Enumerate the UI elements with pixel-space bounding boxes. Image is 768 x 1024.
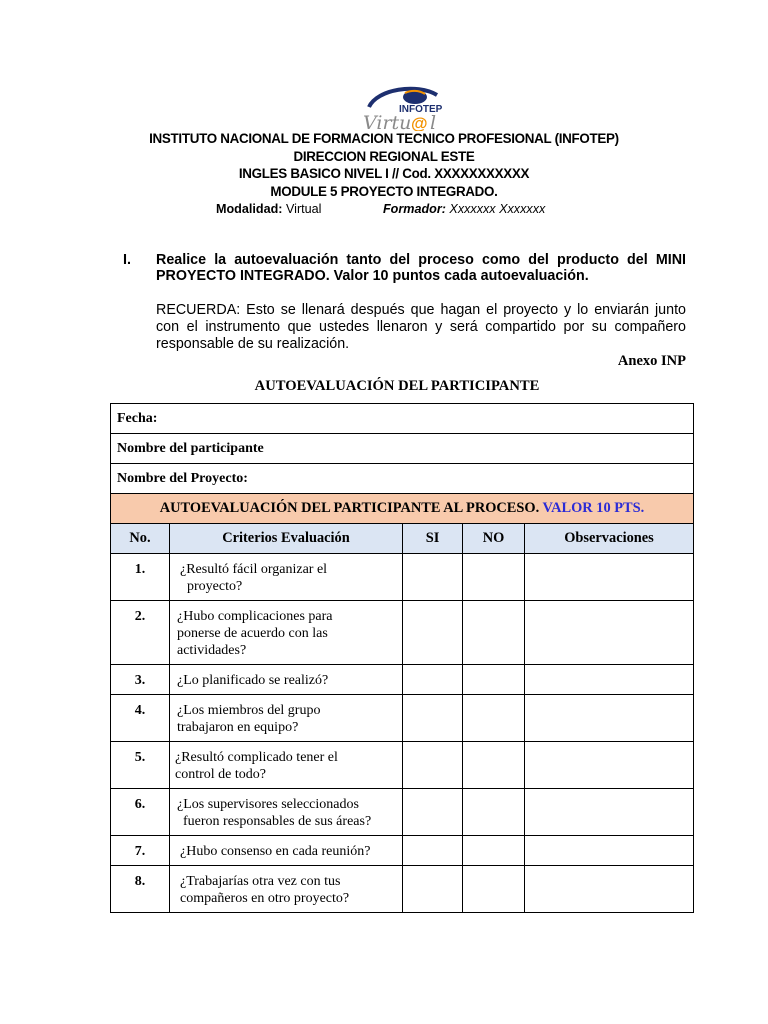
- criterion-line: ¿Los supervisores seleccionados: [177, 797, 359, 812]
- row-number: 2.: [111, 601, 170, 665]
- row-number: 3.: [111, 665, 170, 695]
- col-no: No.: [111, 524, 170, 554]
- process-band: [111, 494, 694, 524]
- no-cell[interactable]: [463, 665, 525, 695]
- criterion-line: fueron responsables de sus áreas?: [183, 814, 372, 829]
- row-number: 5.: [111, 742, 170, 789]
- table-row: [111, 789, 694, 836]
- section-instruction: Realice la autoevaluación tanto del proceso como del producto del MINI PROYECTO INTEGRADO. Valor 10 puntos cada autoevaluación.: [156, 252, 686, 284]
- criterion-text: [170, 866, 403, 913]
- no-cell[interactable]: [463, 742, 525, 789]
- row-number: 8.: [111, 866, 170, 913]
- criterion-line: compañeros en otro proyecto?: [180, 891, 350, 906]
- no-cell[interactable]: [463, 695, 525, 742]
- si-cell[interactable]: [403, 866, 463, 913]
- table-row: [111, 836, 694, 866]
- observaciones-cell[interactable]: [525, 789, 694, 836]
- criterion-line: actividades?: [177, 643, 247, 658]
- col-criterios: Criterios Evaluación: [170, 524, 403, 554]
- row-number: 6.: [111, 789, 170, 836]
- table-row: [111, 742, 694, 789]
- section-number: I.: [123, 252, 131, 268]
- band-value: VALOR 10 PTS.: [542, 500, 645, 516]
- row-number: 1.: [111, 554, 170, 601]
- criterion-text: [170, 789, 403, 836]
- criterion-line: ¿Los miembros del grupo: [177, 703, 321, 718]
- criterion-line: ¿Resultó complicado tener el: [175, 750, 338, 765]
- no-cell[interactable]: [463, 554, 525, 601]
- criterion-text: [170, 695, 403, 742]
- criterion-text: [170, 742, 403, 789]
- participant-name-field[interactable]: Nombre del participante: [111, 434, 694, 464]
- observaciones-cell[interactable]: [525, 554, 694, 601]
- criterion-text: [170, 554, 403, 601]
- self-evaluation-table: [110, 403, 694, 913]
- svg-text:l: l: [430, 112, 437, 131]
- criterion-text: [170, 836, 403, 866]
- criterion-line: ¿Hubo complicaciones para: [177, 609, 333, 624]
- infotep-virtual-logo: [355, 85, 445, 131]
- si-cell[interactable]: [403, 742, 463, 789]
- criterion-line: ponerse de acuerdo con las: [177, 626, 328, 641]
- criterion-line: control de todo?: [175, 767, 266, 782]
- header-module: MODULE 5 PROYECTO INTEGRADO.: [270, 184, 498, 199]
- col-si: SI: [403, 524, 463, 554]
- observaciones-cell[interactable]: [525, 665, 694, 695]
- si-cell[interactable]: [403, 554, 463, 601]
- table-row: [111, 554, 694, 601]
- observaciones-cell[interactable]: [525, 866, 694, 913]
- modalidad-line: [216, 202, 545, 216]
- row-number: 4.: [111, 695, 170, 742]
- col-no-answer: NO: [463, 524, 525, 554]
- fecha-field[interactable]: Fecha:: [111, 404, 694, 434]
- observaciones-cell[interactable]: [525, 742, 694, 789]
- band-text: AUTOEVALUACIÓN DEL PARTICIPANTE AL PROCESO.: [159, 500, 540, 516]
- si-cell[interactable]: [403, 601, 463, 665]
- criterion-line: trabajaron en equipo?: [177, 720, 299, 735]
- header-course: INGLES BASICO NIVEL I // Cod. XXXXXXXXXXX: [238, 166, 530, 181]
- no-cell[interactable]: [463, 789, 525, 836]
- table-row: [111, 601, 694, 665]
- svg-text:INFOTEP: INFOTEP: [399, 104, 443, 115]
- header-institution: INSTITUTO NACIONAL DE FORMACION TECNICO PROFESIONAL (INFOTEP): [149, 131, 619, 146]
- criterion-line: ¿Resultó fácil organizar el: [180, 562, 328, 577]
- project-name-field[interactable]: Nombre del Proyecto:: [111, 464, 694, 494]
- criterion-line: ¿Hubo consenso en cada reunión?: [180, 844, 371, 859]
- si-cell[interactable]: [403, 789, 463, 836]
- si-cell[interactable]: [403, 836, 463, 866]
- formador-value: Xxxxxxx Xxxxxxx: [449, 202, 546, 216]
- observaciones-cell[interactable]: [525, 836, 694, 866]
- formador-label: Formador:: [382, 202, 446, 216]
- no-cell[interactable]: [463, 601, 525, 665]
- criterion-line: ¿Lo planificado se realizó?: [177, 673, 329, 688]
- criterion-text: [170, 601, 403, 665]
- svg-text:Virtu: Virtu: [363, 112, 412, 131]
- observaciones-cell[interactable]: [525, 601, 694, 665]
- svg-text:@: @: [411, 114, 428, 131]
- header-direccion: DIRECCION REGIONAL ESTE: [293, 149, 475, 164]
- criterion-text: [170, 665, 403, 695]
- si-cell[interactable]: [403, 665, 463, 695]
- anexo-label: Anexo INP: [617, 353, 686, 369]
- table-row: [111, 695, 694, 742]
- col-observaciones: Observaciones: [525, 524, 694, 554]
- table-row: [111, 866, 694, 913]
- modalidad-value: Virtual: [285, 202, 322, 216]
- criterion-line: ¿Trabajarías otra vez con tus: [180, 874, 341, 889]
- row-number: 7.: [111, 836, 170, 866]
- no-cell[interactable]: [463, 866, 525, 913]
- table-row: [111, 665, 694, 695]
- observaciones-cell[interactable]: [525, 695, 694, 742]
- si-cell[interactable]: [403, 695, 463, 742]
- table-title: AUTOEVALUACIÓN DEL PARTICIPANTE: [254, 378, 540, 394]
- criterion-line: proyecto?: [187, 579, 243, 594]
- no-cell[interactable]: [463, 836, 525, 866]
- recuerda-note: RECUERDA: Esto se llenará después que hagan el proyecto y lo enviarán junto con el instrumento que ustedes llenaron y será compartido por su compañero responsable de su realización.: [156, 302, 686, 352]
- modalidad-label: Modalidad:: [216, 202, 283, 216]
